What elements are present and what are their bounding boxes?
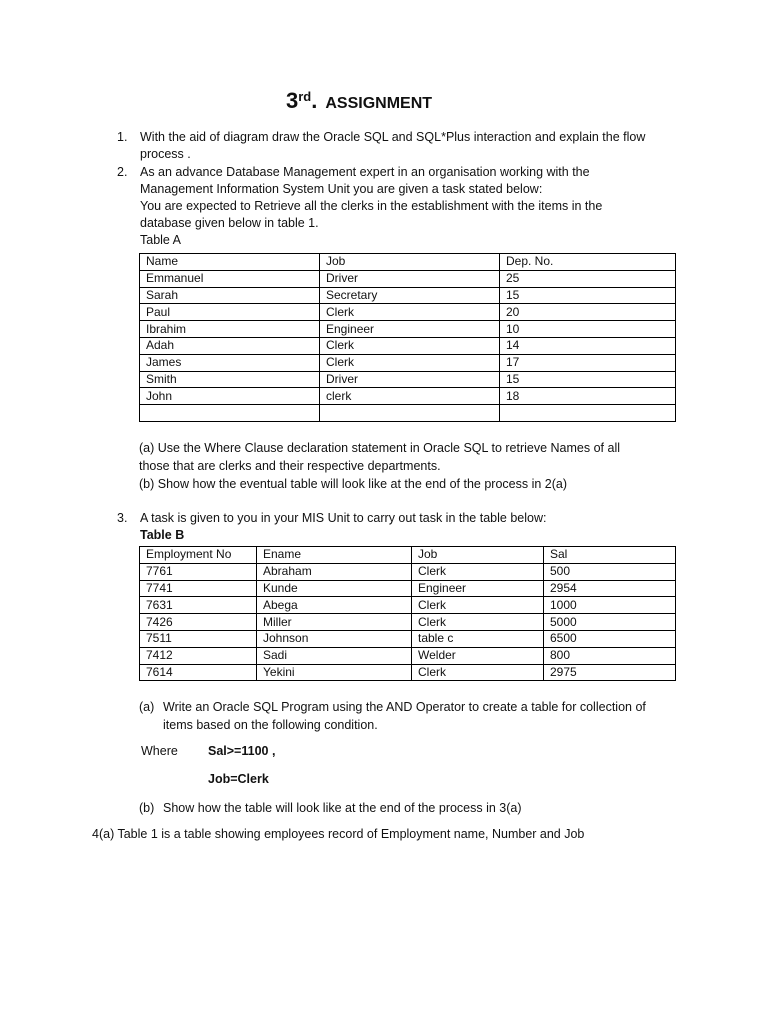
table-b-cell: 7761 xyxy=(140,563,257,580)
where-label: Where xyxy=(141,744,178,758)
table-a-row xyxy=(140,371,676,388)
table-a-cell xyxy=(320,405,500,422)
question-3-part-b xyxy=(139,799,679,817)
table-a-cell: Driver xyxy=(320,270,500,287)
table-b-cell: 7631 xyxy=(140,597,257,614)
table-b-cell: Clerk xyxy=(412,664,544,681)
table-a-cell: 17 xyxy=(500,354,676,371)
table-b-cell: 7614 xyxy=(140,664,257,681)
question-3-part-a xyxy=(139,698,679,734)
table-a-cell: Adah xyxy=(140,337,320,354)
table-a-label: Table A xyxy=(140,233,182,247)
table-a-cell: Engineer xyxy=(320,321,500,338)
table-a xyxy=(139,253,676,422)
table-a-cell: Secretary xyxy=(320,287,500,304)
table-a-row xyxy=(140,304,676,321)
question-2-line-4: database given below in table 1. xyxy=(140,216,319,230)
table-b-cell: 2954 xyxy=(544,580,676,597)
table-a-cell: James xyxy=(140,354,320,371)
title-dot: . xyxy=(311,88,318,113)
table-b-cell: Miller xyxy=(257,614,412,631)
table-b-header-cell: Employment No xyxy=(140,547,257,564)
question-2 xyxy=(117,164,677,249)
table-a-cell: 14 xyxy=(500,337,676,354)
table-a-cell: Clerk xyxy=(320,337,500,354)
table-a-cell: clerk xyxy=(320,388,500,405)
table-a-cell: Paul xyxy=(140,304,320,321)
table-b-cell: Clerk xyxy=(412,597,544,614)
table-b-cell: 500 xyxy=(544,563,676,580)
table-b-row xyxy=(140,647,676,664)
table-a-row xyxy=(140,405,676,422)
table-b-cell: Yekini xyxy=(257,664,412,681)
table-b-header-row xyxy=(140,547,676,564)
table-b-cell: table c xyxy=(412,630,544,647)
table-a-row xyxy=(140,321,676,338)
table-b xyxy=(139,546,676,681)
table-b-cell: 2975 xyxy=(544,664,676,681)
table-a-row xyxy=(140,337,676,354)
question-2-line-1: As an advance Database Management expert in an organisation working with the xyxy=(140,165,590,179)
table-a-row xyxy=(140,388,676,405)
question-3-part-a-label: (a) xyxy=(139,700,155,714)
title-number: 3 xyxy=(286,88,299,113)
table-b-cell: Clerk xyxy=(412,614,544,631)
table-a-cell: 20 xyxy=(500,304,676,321)
question-3-part-a-text: Write an Oracle SQL Program using the AND Operator to create a table for collection of items based on the following condition. xyxy=(163,700,646,732)
table-b-label: Table B xyxy=(140,528,185,542)
table-a-cell: 18 xyxy=(500,388,676,405)
question-2-part-b: (b) Show how the eventual table will look like at the end of the process in 2(a) xyxy=(139,477,568,491)
table-a-row xyxy=(140,287,676,304)
table-a-header-cell: Name xyxy=(140,254,320,271)
table-b-cell: Clerk xyxy=(412,563,544,580)
table-b-row xyxy=(140,630,676,647)
question-2-line-3: You are expected to Retrieve all the clerks in the establishment with the items in the xyxy=(140,199,603,213)
table-b-cell: Abega xyxy=(257,597,412,614)
table-a-cell: Clerk xyxy=(320,304,500,321)
table-a-cell: John xyxy=(140,388,320,405)
table-b-cell: 7412 xyxy=(140,647,257,664)
table-a-header-row xyxy=(140,254,676,271)
question-4: 4(a) Table 1 is a table showing employees record of Employment name, Number and Job xyxy=(92,827,585,841)
table-a-cell: 15 xyxy=(500,371,676,388)
question-2-line-2: Management Information System Unit you are given a task stated below: xyxy=(140,182,543,196)
table-a-cell: 10 xyxy=(500,321,676,338)
question-3-text: A task is given to you in your MIS Unit to carry out task in the table below: xyxy=(140,511,547,525)
question-1 xyxy=(117,129,677,163)
question-2-part-a-line-2: those that are clerks and their respective departments. xyxy=(139,459,441,473)
table-a-row xyxy=(140,270,676,287)
table-b-header-cell: Ename xyxy=(257,547,412,564)
question-1-text: With the aid of diagram draw the Oracle SQL and SQL*Plus interaction and explain the flow process . xyxy=(140,130,646,161)
table-b-cell: 6500 xyxy=(544,630,676,647)
table-b-row xyxy=(140,580,676,597)
table-b-row xyxy=(140,597,676,614)
table-b-cell: Johnson xyxy=(257,630,412,647)
question-3-number: 3. xyxy=(117,511,128,525)
table-a-cell: Smith xyxy=(140,371,320,388)
table-b-cell: 800 xyxy=(544,647,676,664)
table-a-cell: Sarah xyxy=(140,287,320,304)
table-b-cell: Sadi xyxy=(257,647,412,664)
table-b-cell: 5000 xyxy=(544,614,676,631)
question-1-number: 1. xyxy=(117,130,128,144)
question-2-part-a-line-1: (a) Use the Where Clause declaration statement in Oracle SQL to retrieve Names of all xyxy=(139,441,620,455)
table-a-cell: 15 xyxy=(500,287,676,304)
table-a-cell: Ibrahim xyxy=(140,321,320,338)
table-a-row xyxy=(140,354,676,371)
question-3 xyxy=(117,510,677,544)
table-a-cell: Driver xyxy=(320,371,500,388)
table-a-cell: 25 xyxy=(500,270,676,287)
table-b-header-cell: Sal xyxy=(544,547,676,564)
title-suffix: rd xyxy=(298,88,312,104)
question-3-part-b-text: Show how the table will look like at the end of the process in 3(a) xyxy=(163,801,522,815)
table-b-cell: 7426 xyxy=(140,614,257,631)
question-3-part-b-label: (b) xyxy=(139,801,155,815)
title-word: ASSIGNMENT xyxy=(325,95,433,112)
table-b-cell: Welder xyxy=(412,647,544,664)
table-a-header-cell: Job xyxy=(320,254,500,271)
table-b-cell: Kunde xyxy=(257,580,412,597)
page-title xyxy=(286,88,432,114)
table-b-cell: Abraham xyxy=(257,563,412,580)
condition-job: Job=Clerk xyxy=(208,772,269,786)
table-a-cell: Clerk xyxy=(320,354,500,371)
table-a-header-cell: Dep. No. xyxy=(500,254,676,271)
table-a-cell xyxy=(500,405,676,422)
condition-salary: Sal>=1100 , xyxy=(208,744,276,758)
table-b-cell: 7741 xyxy=(140,580,257,597)
table-a-cell: Emmanuel xyxy=(140,270,320,287)
table-b-cell: Engineer xyxy=(412,580,544,597)
table-b-header-cell: Job xyxy=(412,547,544,564)
question-2-part-a xyxy=(139,439,679,493)
table-b-row xyxy=(140,563,676,580)
table-b-row xyxy=(140,614,676,631)
question-2-number: 2. xyxy=(117,165,128,179)
table-b-row xyxy=(140,664,676,681)
table-b-cell: 7511 xyxy=(140,630,257,647)
table-b-cell: 1000 xyxy=(544,597,676,614)
table-a-cell xyxy=(140,405,320,422)
